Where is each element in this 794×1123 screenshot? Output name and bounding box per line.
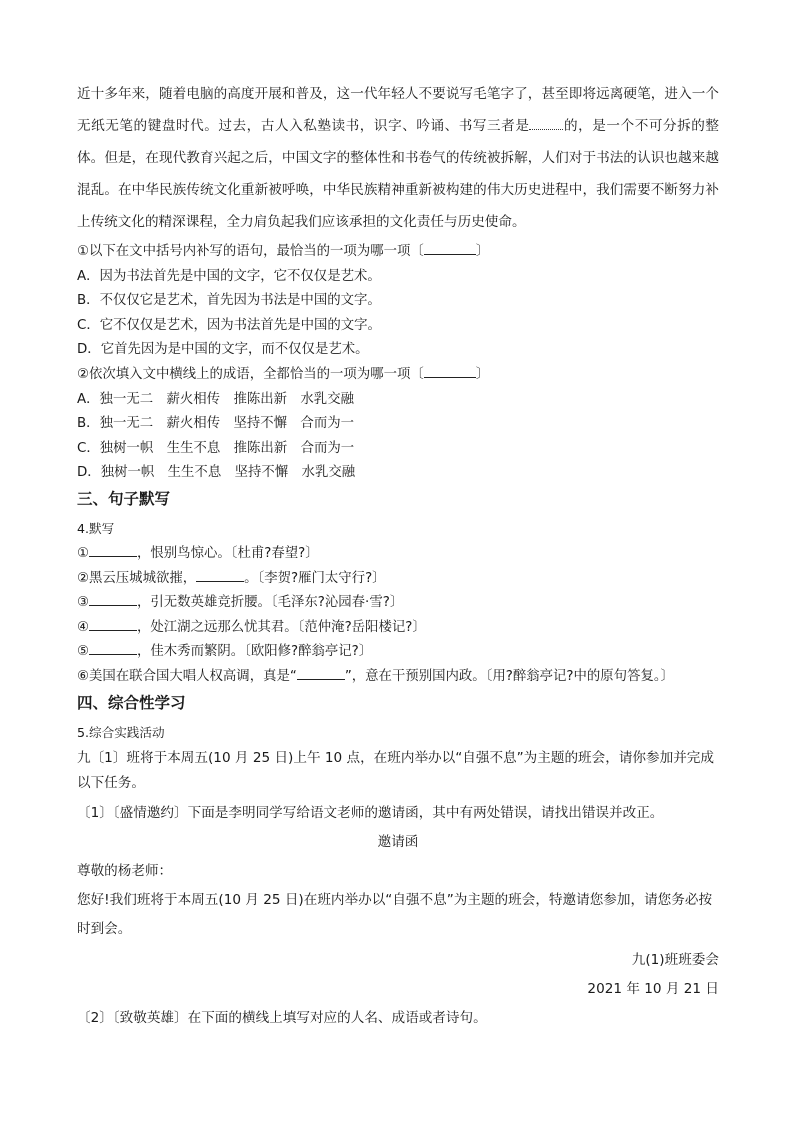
q2-option-c: C．独树一帜 生生不息 推陈出新 合而为一: [77, 440, 355, 456]
letter-title: 邀请函: [377, 833, 419, 850]
question-1-stem: ①以下在文中括号内补写的语句，最恰当的一项为哪一项〔 〕: [77, 240, 719, 265]
section-4-title: 四、综合性学习: [77, 693, 186, 712]
passage-paragraph: [77, 78, 719, 238]
task-2: 〔2〕〔致敬英雄〕在下面的横线上填写对应的人名、成语或者诗句。: [77, 1009, 487, 1026]
recite-blank: [297, 665, 345, 680]
section-4-subtitle: 5.综合实践活动: [77, 724, 165, 740]
q1-option-c: C．它不仅仅是艺术，因为书法首先是中国的文字。: [77, 317, 381, 333]
answer-blank: [424, 363, 476, 378]
recite-blank: [89, 591, 137, 606]
recite-item-2: ②黑云压城城欲摧， 。〔李贺?雁门太守行?〕: [77, 567, 719, 592]
recite-blank: [89, 542, 137, 557]
q1-option-b: B．不仅仅它是艺术，首先因为书法是中国的文字。: [77, 293, 381, 309]
passage-text-part2: 的，是一个不可分拆的整体。但是，在现代教育兴起之后，中国文字的整体性和书卷气的传统被拆解，人们对于书法的认识也越来越混乱。在中华民族传统文化重新被呼唤，中华民族精神重新被构建的伟大历史进程中，我们需要不断努力补上传统文化的精深课程，全力肩负起我们应该承担的文化责任与历史使命。: [77, 118, 720, 230]
recite-blank: [196, 567, 244, 582]
recite-item-6: ⑥美国在联合国大唱人权高调，真是“ ”，意在干预别国内政。〔用?醉翁亭记?中的原句答复。〕: [77, 665, 719, 690]
q2-option-b: B．独一无二 薪火相传 坚持不懈 合而为一: [77, 416, 354, 432]
recite-item-4: ④ ，处江湖之远那么忧其君。〔范仲淹?岳阳楼记?〕: [77, 616, 719, 641]
section-3-title: 三、句子默写: [77, 489, 171, 508]
document-page: [77, 78, 719, 1033]
q1-option-d: D．它首先因为是中国的文字，而不仅仅是艺术。: [77, 342, 369, 358]
recite-blank: [89, 616, 137, 631]
recite-item-5: ⑤ ，佳木秀而繁阴。〔欧阳修?醉翁亭记?〕: [77, 640, 719, 665]
q1-option-a: A．因为书法首先是中国的文字，它不仅仅是艺术。: [77, 268, 381, 284]
dotted-blank: [529, 117, 563, 130]
passage-text-part1: 近十多年来，随着电脑的高度开展和普及，这一代年轻人不要说写毛笔字了，甚至即将远离硬笔，进入一个无纸无笔的键盘时代。过去，古人入私塾读书，识字、吟诵、书写三者是: [77, 86, 719, 134]
q2-option-d: D．独树一帜 生生不息 坚持不懈 水乳交融: [77, 465, 356, 481]
letter-signature: 九(1)班班委会: [631, 951, 719, 968]
recite-item-1: ① ，恨别鸟惊心。〔杜甫?春望?〕: [77, 542, 719, 567]
answer-blank: [424, 240, 476, 255]
q2-option-a: A．独一无二 薪火相传 推陈出新 水乳交融: [77, 391, 354, 407]
letter-body: 您好!我们班将于本周五(10 月 25 日)在班内举办以“自强不息”为主题的班会，特邀请您参加，请您务必按时到会。: [77, 891, 713, 937]
recite-blank: [89, 640, 137, 655]
task-1: 〔1〕〔盛情邀约〕下面是李明同学写给语文老师的邀请函，其中有两处错误，请找出错误并改正。: [77, 804, 664, 821]
letter-salutation: 尊敬的杨老师：: [77, 862, 173, 879]
activity-intro: 九〔1〕班将于本周五(10 月 25 日)上午 10 点，在班内举办以“自强不息”为主题的班会，请你参加并完成以下任务。: [77, 749, 714, 791]
letter-date: 2021 年 10 月 21 日: [587, 980, 719, 997]
recite-item-3: ③ ，引无数英雄竞折腰。〔毛泽东?沁园春·雪?〕: [77, 591, 719, 616]
section-3-subtitle: 4.默写: [77, 520, 115, 536]
question-2-stem: ②依次填入文中横线上的成语，全都恰当的一项为哪一项〔 〕: [77, 363, 719, 388]
